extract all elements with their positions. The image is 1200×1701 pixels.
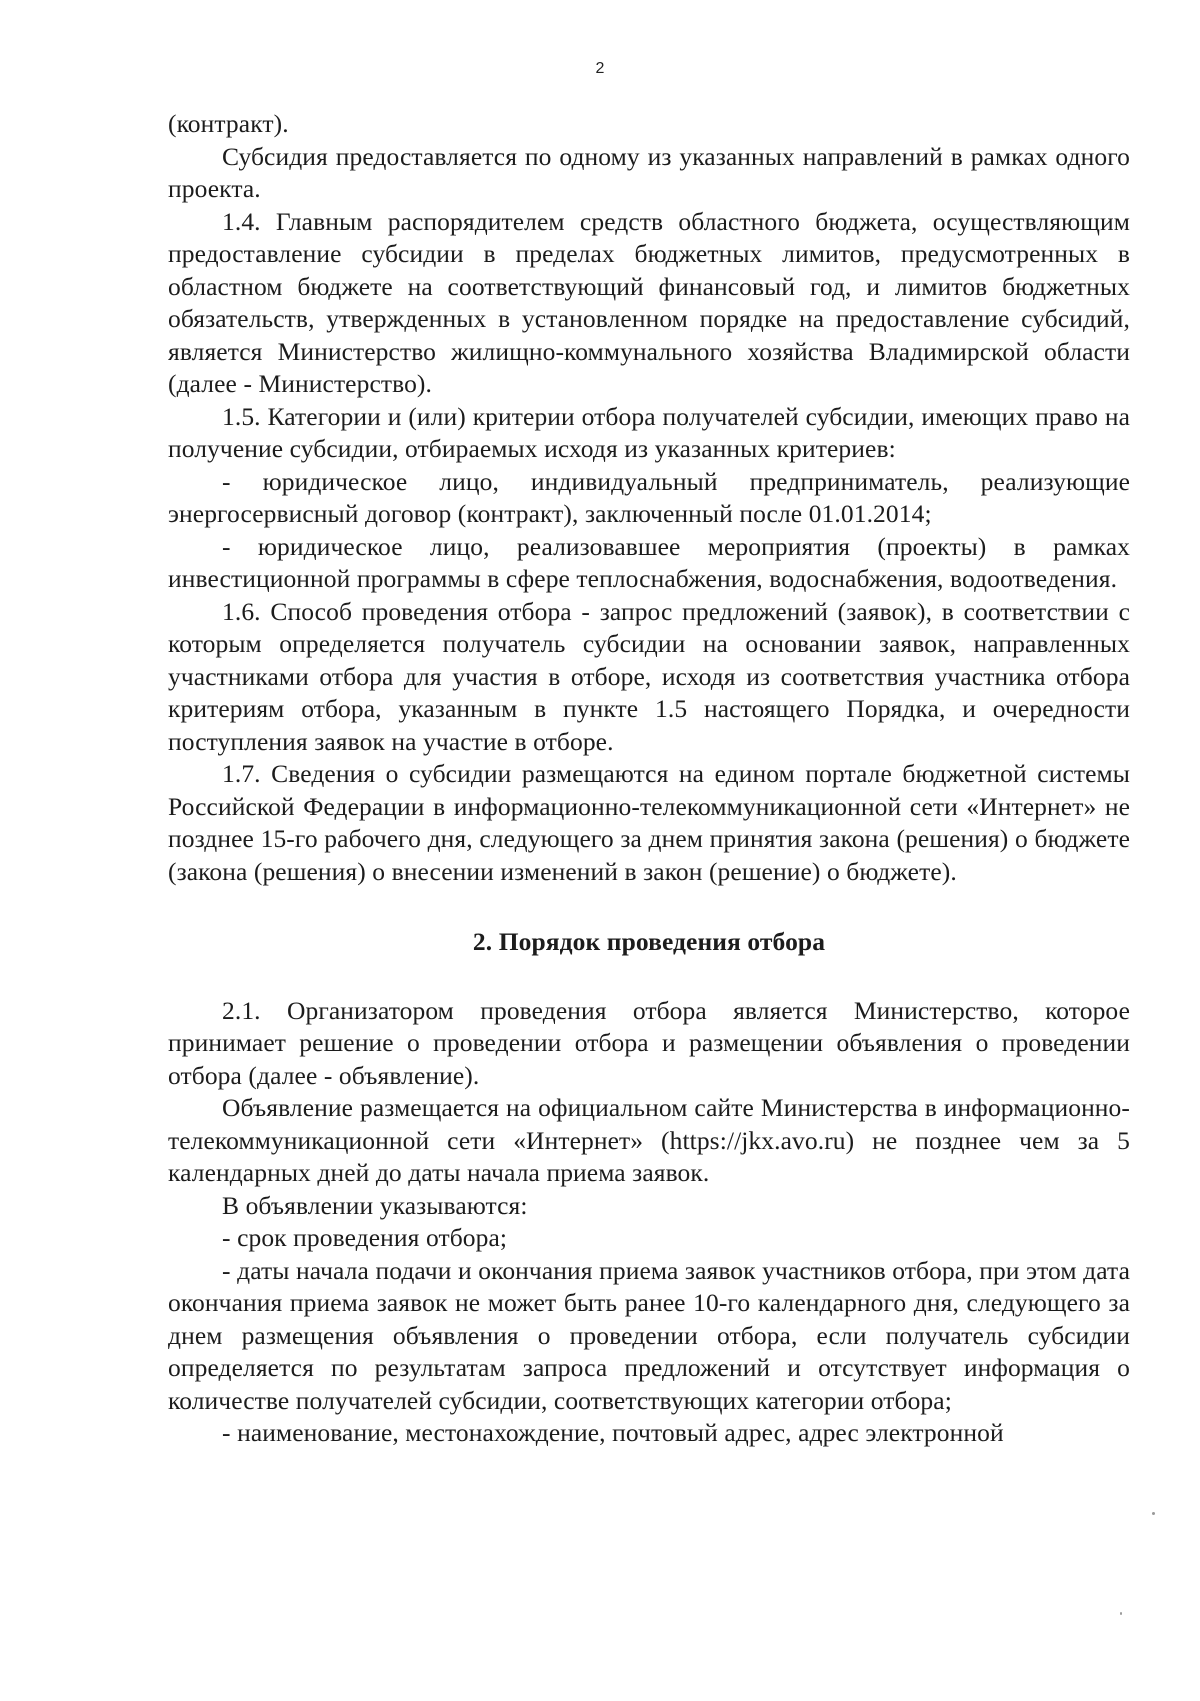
paragraph-2-1: 2.1. Организатором проведения отбора является Министерство, которое принимает решение о проведении отбора и размещении объявления о проведении отбора (далее - объявление). [168,995,1130,1090]
paragraph-1-4: 1.4. Главным распорядителем средств областного бюджета, осуществляющим предоставление субсидии в пределах бюджетных лимитов, предусмотренных в областном бюджете на соответствующий финансовый год, и лимитов бюджетных обязательств, утвержденных в установленном порядке на предоставление субсидий, является Министерство жилищно-коммунального хозяйства Владимирской области (далее - Министерство). [168,206,1130,398]
list-item-investment-program: - юридическое лицо, реализовавшее мероприятия (проекты) в рамках инвестиционной программы в сфере теплоснабжения, водоснабжения, водоотведения. [168,531,1130,593]
paragraph-continuation: (контракт). [168,109,289,138]
scan-speck [1152,1512,1155,1515]
paragraph-announcement: Объявление размещается на официальном сайте Министерства в информационно-телекоммуникационной сети «Интернет» (https://jkx.avo.ru) не позднее чем за 5 календарных дней до даты начала приема заявок. [168,1093,1130,1187]
paragraph-1-7: 1.7. Сведения о субсидии размещаются на едином портале бюджетной системы Российской Федерации в информационно-телекоммуникационной сети «Интернет» не позднее 15-го рабочего дня, следующего за днем принятия закона (решения) о бюджете (закона (решения) о внесении изменений в закон (решение) о бюджете). [168,759,1130,886]
page-number: 2 [595,60,605,77]
paragraph-1-5: 1.5. Категории и (или) критерии отбора получателей субсидии, имеющих право на получение субсидии, отбираемых исходя из указанных критериев: [168,401,1130,463]
list-item-energy-service: - юридическое лицо, индивидуальный предприниматель, реализующие энергосервисный договор (контракт), заключенный после 01.01.2014; [168,466,1130,528]
document-body [168,108,1130,1450]
scan-speck [1120,1612,1122,1615]
list-item-selection-period: - срок проведения отбора; [222,1223,508,1252]
list-item-organizer-contacts: - наименование, местонахождение, почтовый адрес, адрес электронной [222,1418,1004,1447]
paragraph-announcement-contents: В объявлении указываются: [222,1190,528,1220]
paragraph-subsidy-direction: Субсидия предоставляется по одному из указанных направлений в рамках одного проекта. [168,141,1130,203]
section-title: 2. Порядок проведения отбора [472,927,826,956]
paragraph-1-6: 1.6. Способ проведения отбора - запрос предложений (заявок), в соответствии с которым определяется получатель субсидии на основании заявок, направленных участниками отбора для участия в отборе, исходя из соответствия участника отбора критериям отбора, указанным в пункте 1.5 настоящего Порядка, и очередности поступления заявок на участие в отборе. [168,596,1130,756]
list-item-application-dates: - даты начала подачи и окончания приема заявок участников отбора, при этом дата окончания приема заявок не может быть ранее 10-го календарного дня, следующего за днем размещения объявления о проведении отбора, если получатель субсидии определяется по результатам запроса предложений и отсутствует информация о количестве получателей субсидии, соответствующих категории отбора; [168,1255,1130,1415]
